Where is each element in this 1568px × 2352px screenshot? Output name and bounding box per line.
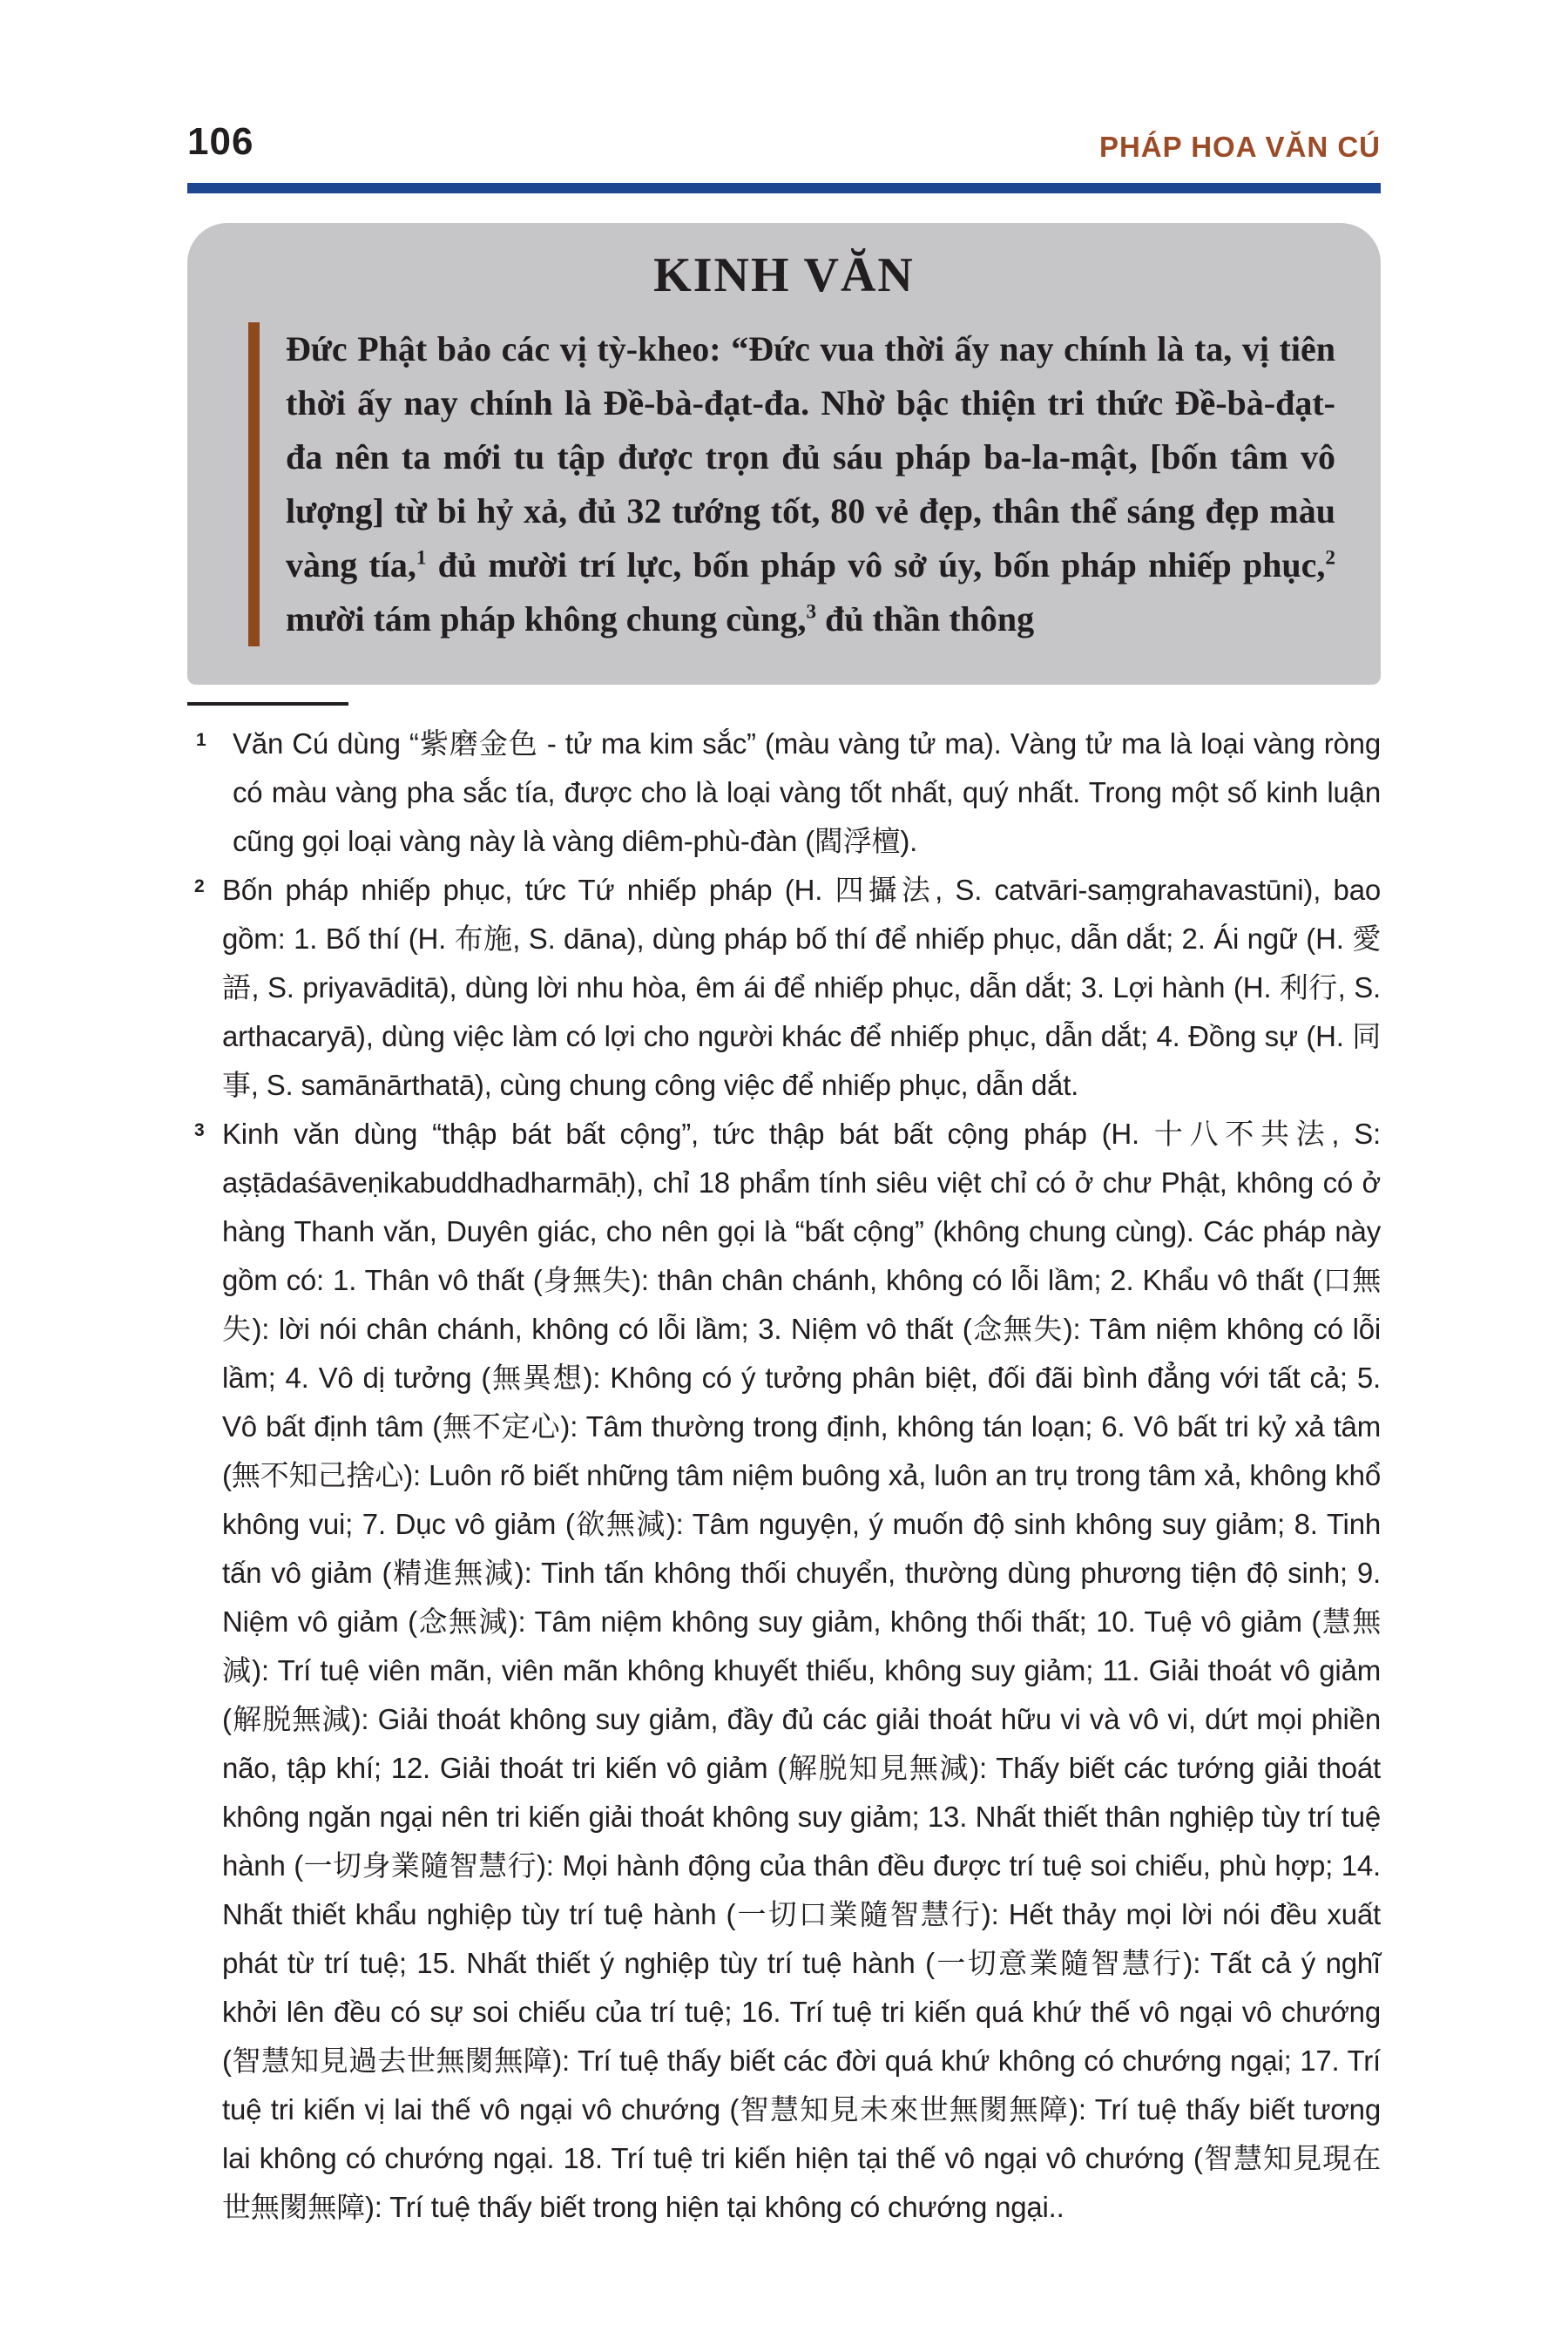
quote-left-bar <box>248 322 260 646</box>
page-header <box>187 0 1381 164</box>
footnote-2-text: Bốn pháp nhiếp phục, tức Tứ nhiếp pháp (H. 四攝法, S. catvāri-saṃgrahavastūni), bao gồm: 1. Bố thí (H. 布施, S. dāna), dùng pháp bố thí để nhiếp phục, dẫn dắt; 2. Ái ngữ (H. 愛語, S. priyavāditā), dùng lời nhu hòa, êm ái để nhiếp phục, dẫn dắt; 3. Lợi hành (H. 利行, S. arthacaryā), dùng việc làm có lợi cho người khác để nhiếp phục, dẫn dắt; 4. Đồng sự (H. 同事, S. samānārthatā), cùng chung công việc để nhiếp phục, dẫn dắt. <box>222 874 1381 1101</box>
quote-segment: đủ mười trí lực, bốn pháp vô sở úy, bốn pháp nhiếp phục, <box>426 545 1326 585</box>
footnote-3-marker: 3 <box>194 1120 205 1140</box>
section-title: KINH VĂN <box>653 248 915 302</box>
sutra-quote-box <box>187 223 1381 685</box>
footnote-3-text: Kinh văn dùng “thập bát bất cộng”, tức thập bát bất cộng pháp (H. 十八不共法, S: aṣṭādaśāveṇikabuddhadharmāḥ), chỉ 18 phẩm tính siêu việt chỉ có ở chư Phật, không có ở hàng Thanh văn, Duyên giác, cho nên gọi là “bất cộng” (không chung cùng). Các pháp này gồm có: 1. Thân vô thất (身無失): thân chân chánh, không có lỗi lầm; 2. Khẩu vô thất (口無失): lời nói chân chánh, không có lỗi lầm; 3. Niệm vô thất (念無失): Tâm niệm không có lỗi lầm; 4. Vô dị tưởng (無異想): Không có ý tưởng phân biệt, đối đãi bình đẳng với tất cả; 5. Vô bất định tâm (無不定心): Tâm thường trong định, không tán loạn; 6. Vô bất tri kỷ xả tâm (無不知己捨心): Luôn rõ biết những tâm niệm buông xả, luôn an trụ trong tâm xả, không khổ không vui; 7. Dục vô giảm (欲無減): Tâm nguyện, ý muốn độ sinh không suy giảm; 8. Tinh tấn vô giảm (精進無減): Tinh tấn không thối chuyển, thường dùng phương tiện độ sinh; 9. Niệm vô giảm (念無減): Tâm niệm không suy giảm, không thối thất; 10. Tuệ vô giảm (慧無減): Trí tuệ viên mãn, viên mãn không khuyết thiếu, không suy giảm; 11. Giải thoát vô giảm (解脱無減): Giải thoát không suy giảm, đầy đủ các giải thoát hữu vi và vô vi, dứt mọi phiền não, tập khí; 12. Giải thoát tri kiến vô giảm (解脱知見無減): Thấy biết các tướng giải thoát không ngăn ngại nên tri kiến giải thoát không suy giảm; 13. Nhất thiết thân nghiệp tùy trí tuệ hành (一切身業隨智慧行): Mọi hành động của thân đều được trí tuệ soi chiếu, phù hợp; 14. Nhất thiết khẩu nghiệp tùy trí tuệ hành (一切口業隨智慧行): Hết thảy mọi lời nói đều xuất phát từ trí tuệ; 15. Nhất thiết ý nghiệp tùy trí tuệ hành (一切意業隨智慧行): Tất cả ý nghĩ khởi lên đều có sự soi chiếu của trí tuệ; 16. Trí tuệ tri kiến quá khứ thế vô ngại vô chướng (智慧知見過去世無閡無障): Trí tuệ thấy biết các đời quá khứ không có chướng ngại; 17. Trí tuệ tri kiến vị lai thế vô ngại vô chướng (智慧知見未來世無閡無障): Trí tuệ thấy biết tương lai không có chướng ngại. 18. Trí tuệ tri kiến hiện tại thế vô ngại vô chướng (智慧知見現在世無閡無障): Trí tuệ thấy biết trong hiện tại không có chướng ngại.. <box>222 1118 1381 2223</box>
running-title: PHÁP HOA VĂN CÚ <box>1098 131 1381 163</box>
footnote-ref-2: 2 <box>1325 546 1335 570</box>
header-rule <box>187 183 1381 193</box>
footnote-2-marker: 2 <box>194 876 205 896</box>
footnote-1-marker: 1 <box>196 730 206 750</box>
page-number: 106 <box>187 120 254 163</box>
footnote-2 <box>187 866 1381 1110</box>
footnote-3 <box>187 1110 1381 2232</box>
book-page <box>187 0 1381 2232</box>
quote-row <box>219 322 1349 646</box>
quote-segment: Đức Phật bảo các vị tỳ-kheo: “Đức vua thời ấy nay chính là ta, vị tiên thời ấy nay chính là Đề-bà-đạt-đa. Nhờ bậc thiện tri thức Đề-bà-đạt-đa nên ta mới tu tập được trọn đủ sáu pháp ba-la-mật, [bốn tâm vô lượng] từ bi hỷ xả, đủ 32 tướng tốt, 80 vẻ đẹp, thân thể sáng đẹp màu vàng tía, <box>286 329 1335 585</box>
footnotes-section <box>187 702 1381 2232</box>
quote-segment: đủ thần thông <box>816 599 1035 639</box>
footnote-separator <box>187 702 348 706</box>
footnote-1-text: Văn Cú dùng “紫磨金色 - tử ma kim sắc” (màu vàng tử ma). Vàng tử ma là loại vàng ròng có màu vàng pha sắc tía, được cho là loại vàng tốt nhất, quý nhất. Trong một số kinh luận cũng gọi loại vàng này là vàng diêm-phù-đàn (閻浮檀). <box>233 727 1381 857</box>
sutra-quote-text <box>286 322 1335 646</box>
footnote-ref-3: 3 <box>806 600 817 624</box>
footnote-1 <box>187 720 1381 866</box>
footnote-ref-1: 1 <box>416 546 427 570</box>
quote-segment: mười tám pháp không chung cùng, <box>286 599 807 639</box>
